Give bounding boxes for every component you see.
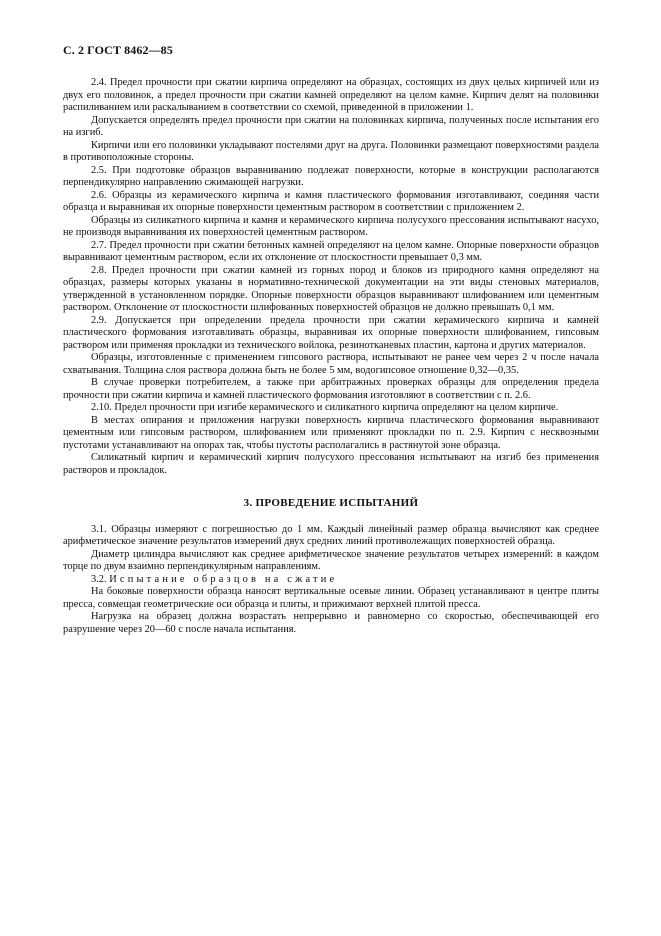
paragraph: 3.1. Образцы измеряют с погрешностью до 1 мм. Каждый линейный размер образца вычисляют как среднее арифметическое значение результатов измерений двух средних линий противолежащих поверхностей образца. [63,523,599,547]
paragraph: Силикатный кирпич и керамический кирпич полусухого прессования испытывают на изгиб без применения растворов и прокладок. [63,452,599,476]
paragraph: Образцы из силикатного кирпича и камня и керамического кирпича полусухого прессования испытывают насухо, не производя выравнивания их поверхностей цементным раствором. [63,214,599,238]
document-body [63,77,599,636]
paragraph: Образцы, изготовленные с применением гипсового раствора, испытывают не ранее чем через 2 ч после начала схватывания. Толщина слоя раствора должна быть не более 5 мм, водогипсовое отношение 0,32—0,35. [63,352,599,376]
paragraph: Кирпичи или его половинки укладывают постелями друг на друга. Половинки размещают поверхностями раздела в противоположные стороны. [63,139,599,163]
paragraph: Допускается определять предел прочности при сжатии на половинках кирпича, полученных после испытания его на изгиб. [63,114,599,138]
paragraph: 2.10. Предел прочности при изгибе керамического и силикатного кирпича определяют на целом кирпиче. [91,402,559,413]
paragraph: Нагрузка на образец должна возрастать непрерывно и равномерно со скоростью, обеспечивающей его разрушение через 20—60 с после начала испытания. [63,611,599,635]
paragraph: 2.7. Предел прочности при сжатии бетонных камней определяют на целом камне. Опорные поверхности образцов выравнивают цементным раствором, если их отклонение от плоскостности превышает 0,3 мм. [63,239,599,263]
paragraph: 2.9. Допускается при определении предела прочности при сжатии керамического кирпича и камней пластического формования изготавливать образцы, выравнивая их опорные поверхности шлифованием, гипсовым раствором или применяя прокладки из технического войлока, резинотканевых пластин, картона и других материалов. [63,314,599,351]
subsection-title: Испытание образцов на сжатие [109,573,338,585]
paragraph: 2.4. Предел прочности при сжатии кирпича определяют на образцах, состоящих из двух целых кирпичей или из двух его половинок, а предел прочности при сжатии камней определяют на целом камне. Кирпич делят на половинки распиливанием или раскалыванием в соответствии со схемой, приведенной в приложении 1. [63,77,599,113]
paragraph: Диаметр цилиндра вычисляют как среднее арифметическое значение результатов четырех измерений: в каждом торце по двум взаимно перпендикулярным направлениям. [63,548,599,572]
paragraph: 2.8. Предел прочности при сжатии камней из горных пород и блоков из природного камня определяют на образцах, размеры которых указаны в нормативно-технической документации на эти виды стеновых материалов, утвержденной в установленном порядке. Опорные поверхности образцов выравнивают шлифованием или цементным раствором. Отклонение от плоскостности шлифованных поверхностей образцов не должно превышать 0,1 мм. [63,264,599,313]
paragraph: В случае проверки потребителем, а также при арбитражных проверках образцы для определения предела прочности при сжатии кирпича и камней пластического формования изготовляют в соответствии с п. 2.6. [63,377,599,401]
paragraph: В местах опирания и приложения нагрузки поверхность кирпича пластического формования выравнивают цементным или гипсовым раствором, шлифованием или применяют прокладки по п. 2.9. Кирпич с несквозными пустотами устанавливают на опорах так, чтобы пустоты располагались в растянутой зоне образца. [63,414,599,451]
subsection-number: 3.2. [91,573,107,585]
paragraph: 2.6. Образцы из керамического кирпича и камня пластического формования изготавливают, соединяя части образца и выравнивая их опорные поверхности цементным раствором в соответствии с приложением 2. [63,189,599,213]
paragraph: На боковые поверхности образца наносят вертикальные осевые линии. Образец устанавливают в центре плиты пресса, совмещая геометрические оси образца и плиты, и прижимают верхней плитой пресса. [63,586,599,610]
subsection-heading [63,574,599,587]
section-title: 3. ПРОВЕДЕНИЕ ИСПЫТАНИЙ [243,497,419,509]
page-header: С. 2 ГОСТ 8462—85 [63,43,173,57]
paragraph: 2.5. При подготовке образцов выравниванию подлежат поверхности, которые в конструкции располагаются перпендикулярно направлению сжимающей нагрузки. [63,164,599,188]
